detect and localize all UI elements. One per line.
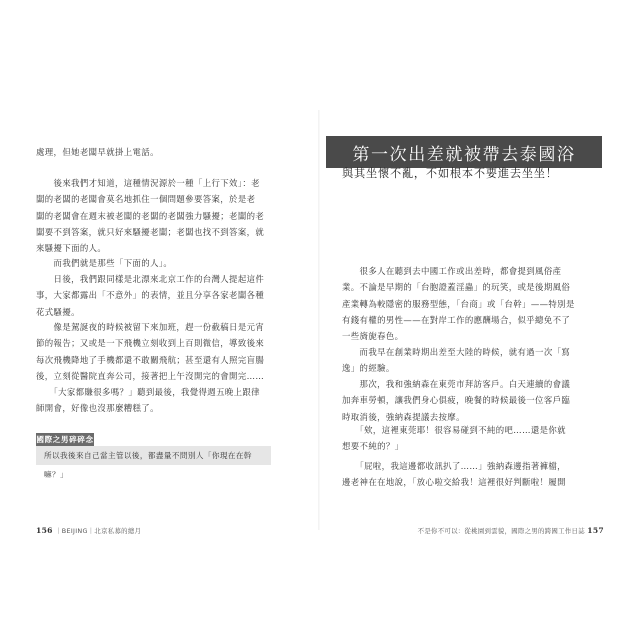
right-footer [418, 526, 604, 536]
right-page-number: 157 [587, 526, 604, 535]
right-paragraph-2: 而我早在創業時期出差至大陸的時候，就有過一次「寫 逸」的經驗。 [342, 347, 571, 374]
right-paragraph-1: 很多人在聽到去中國工作或出差時，都會提到風俗產 業。不論是早期的「台胞證蓋淫蟲」的玩笑，或是後期風俗 產業轉為較隱密的服務型態，「台商」或「台幹」——特別是 有錢有權的男性——在對岸工作的應酬場合，似乎總免不了 一些旖旎春色。 [342, 266, 575, 342]
left-page-number: 156 [36, 526, 53, 535]
left-paragraph-1: 處理，但她老闆早就掛上電話。 [36, 147, 159, 157]
sidebar-note: 所以我後來自己當主管以後，都盡量不問別人「你現在在幹嘛？」 [36, 446, 271, 465]
left-paragraph-4: 日後，我們跟同樣是北漂來北京工作的台灣人提起這件 事，大家都露出「不意外」的表情，並且分享各家老闆各種 花式騷擾。 [36, 274, 265, 317]
left-paragraph-3: 而我們就是那些「下面的人」。 [36, 258, 173, 268]
left-paragraph-5: 像是駕誕夜的時候被留下來加班，趕一份截稿日是元宵 節的報告；又或是一下飛機立刻收到上百則微信，導致後來 每次飛機降地了手機都還不敢關飛航；甚至還有人照完盲腸 後，立刻從醫院直奔公司，接著把上午沒開完的會開完…… [36, 322, 265, 381]
chapter-heading: 第一次出差就被帶去泰國浴 [352, 144, 576, 165]
right-paragraph-5: 「屁啦，我這邊都收訊扒了……」強納森邊指著褲檔， 邊老神在在地說，「放心啦交給我！這裡很好判斷啦！履開 [342, 461, 566, 488]
left-paragraph-6: 「大家都賺很多嗎？」聽到最後，我覺得週五晚上跟律 師開會，好像也沒那麼糟糕了。 [36, 387, 260, 414]
chapter-subheading: 與其坐懷不亂，不如根本不要進去坐坐！ [342, 167, 558, 180]
left-running-head: ｜BEIJING｜北京私募的總月 [55, 527, 142, 535]
sidebar-tag: 國際之男碎碎念 [36, 435, 94, 444]
right-paragraph-3: 那次，我和強納森在東莞市拜訪客戶。白天連續的會議 加奔車勞頓，讓我們身心俱疲，晚餐的時候最後一位客戶臨 時取消後，強納森提議去按摩。 [342, 379, 571, 422]
gutter-shadow [318, 110, 320, 530]
left-footer [36, 526, 141, 536]
left-paragraph-2: 後來我們才知道，這種情況源於一種「上行下效」：老 闆的老闆的老闆會莫名地抓住一個問題參要答案，於是老 闆的老闆會在週末被老闆的老闆的老闆強力騷擾；老闆的老 闆要不到答案，就只好來騷擾老闆；老闆也找不到答案，就 來騷擾下面的人。 [36, 178, 265, 254]
right-running-head: 不是你不可以：從桃園到雲貌，國際之男的跨國工作日誌 [417, 527, 585, 535]
right-paragraph-4: 「欸，這裡東莞耶！很容易碰到不純的吧……還是你就 想要不純的？」 [342, 425, 566, 452]
chapter-heading-box [326, 136, 602, 168]
